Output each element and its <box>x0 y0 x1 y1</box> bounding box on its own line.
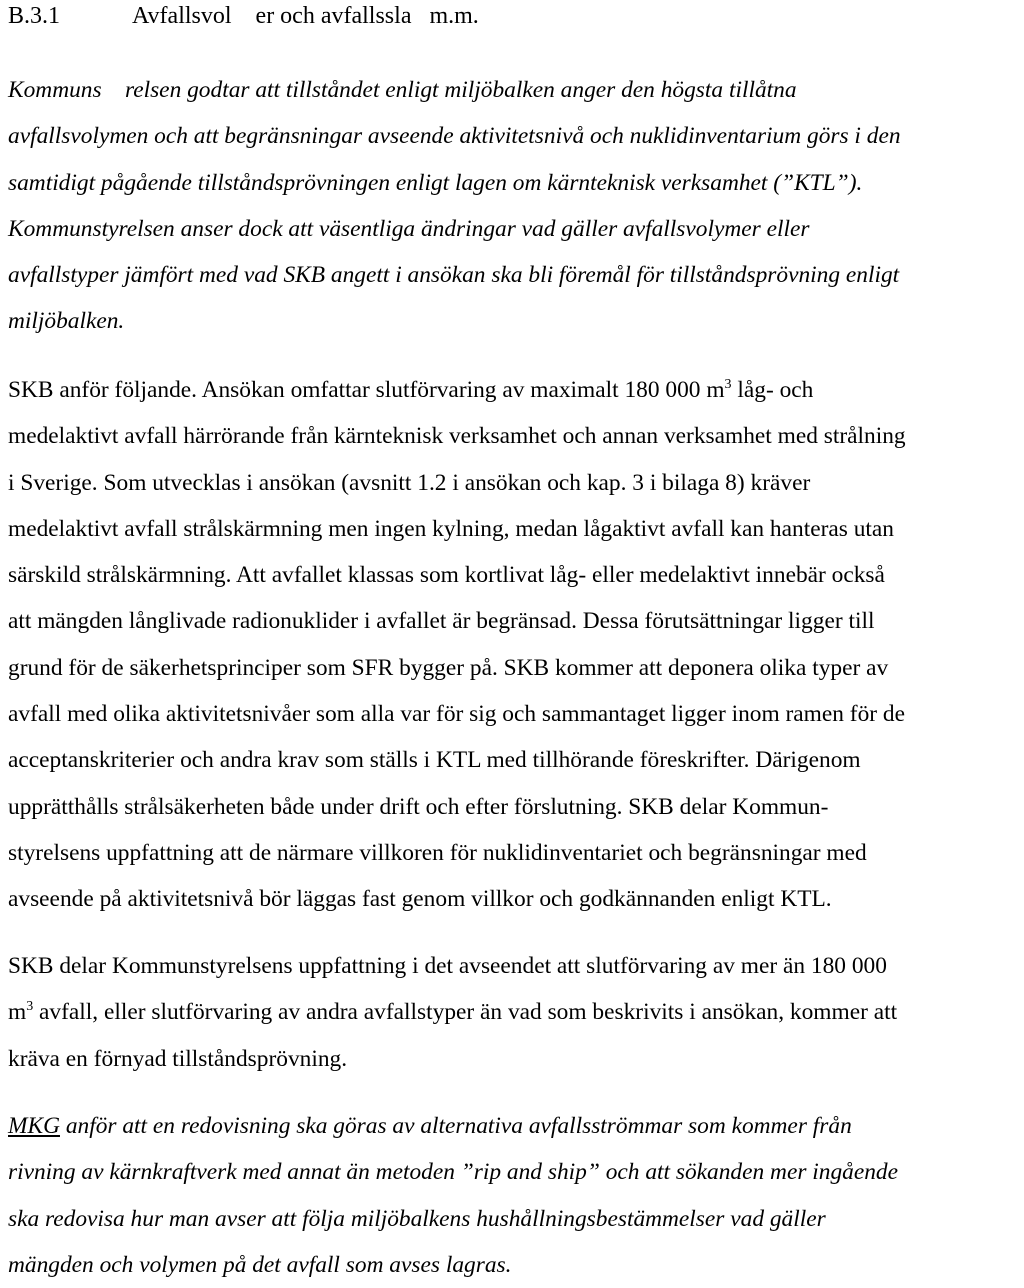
text-line: Kommuns relsen godtar att tillståndet enligt miljöbalken anger den högsta tillåtna <box>8 77 797 103</box>
text-line: SKB delar Kommunstyrelsens uppfattning i det avseendet att slutförvaring av mer än 180 000 <box>8 953 887 979</box>
text-line: särskild strålskärmning. Att avfallet klassas som kortlivat låg- eller medelaktivt innebär också <box>8 562 885 589</box>
text-line: Kommunstyrelsen anser dock att väsentliga ändringar vad gäller avfallsvolymer eller <box>8 215 810 242</box>
text-line: grund för de säkerhetsprinciper som SFR bygger på. SKB kommer att deponera olika typer av <box>8 654 889 681</box>
text-segment: SKB anför följande. Ansökan omfattar slutförvaring av maximalt 180 000 m <box>8 377 725 403</box>
text-line: avfallsvolymen och att begränsningar avseende aktivitetsnivå och nuklidinventarium görs i den <box>8 123 901 150</box>
text-line <box>8 1103 1020 1149</box>
text-line <box>8 989 1020 1035</box>
text-line: medelaktivt avfall strålskärmning men ingen kylning, medan lågaktivt avfall kan hanteras utan <box>8 515 894 542</box>
text-line: rivning av kärnkraftverk med annat än metoden ”rip and ship” och att sökanden mer ingående <box>8 1159 899 1186</box>
text-line: avfall med olika aktivitetsnivåer som alla var för sig och sammantaget ligger inom ramen för de <box>8 701 905 728</box>
text-segment: m <box>8 999 27 1026</box>
text-line: medelaktivt avfall härrörande från kärnteknisk verksamhet och annan verksamhet med strålning <box>8 423 906 450</box>
text-line: kräva en förnyad tillståndsprövning. <box>8 1045 348 1072</box>
paragraph-skb-agreement <box>8 943 1020 1082</box>
superscript: 3 <box>26 999 34 1015</box>
text-segment: anför att en redovisning ska göras av alternativa avfallsströmmar som kommer från <box>59 1113 852 1139</box>
text-line: miljöbalken. <box>8 308 125 335</box>
text-line: avfallstyper jämfört med vad SKB angett i ansökan ska bli föremål för tillståndsprövning enligt <box>8 262 900 289</box>
text-segment: avfall, eller slutförvaring av andra avfallstyper än vad som beskrivits i ansökan, kommer att <box>33 999 898 1026</box>
section-heading <box>8 2 479 30</box>
text-line: upprätthålls strålsäkerheten både under drift och efter förslutning. SKB delar Kommun- <box>8 793 829 820</box>
text-line: att mängden långlivade radionuklider i avfallet är begränsad. Dessa förutsättningar ligger till <box>8 608 875 635</box>
text-line: ska redovisa hur man avser att följa miljöbalkens hushållningsbestämmelser vad gäller <box>8 1205 826 1232</box>
text-line: samtidigt pågående tillståndsprövningen enligt lagen om kärnteknisk verksamhet (”KTL”). <box>8 169 863 196</box>
text-line: mängden och volymen på det avfall som avses lagras. <box>8 1251 512 1278</box>
section-number: B.3.1 <box>8 3 61 29</box>
section-title: Avfallsvol er och avfallssla m.m. <box>132 3 479 29</box>
text-line: i Sverige. Som utvecklas i ansökan (avsnitt 1.2 i ansökan och kap. 3 i bilaga 8) kräver <box>8 469 811 496</box>
text-line <box>8 367 1020 413</box>
text-line: acceptanskriterier och andra krav som ställs i KTL med tillhörande föreskrifter. Därigenom <box>8 747 861 774</box>
text-segment: låg- och <box>731 377 814 403</box>
paragraph-kommunstyrelsen <box>8 67 1020 345</box>
text-line: styrelsens uppfattning att de närmare villkoren för nuklidinventariet och begränsningar med <box>8 839 867 866</box>
paragraph-skb-response <box>8 367 1020 923</box>
party-name: MKG <box>8 1113 60 1139</box>
text-line: avseende på aktivitetsnivå bör läggas fast genom villkor och godkännanden enligt KTL. <box>8 886 832 913</box>
paragraph-mkg <box>8 1103 1020 1288</box>
superscript: 3 <box>724 377 732 392</box>
